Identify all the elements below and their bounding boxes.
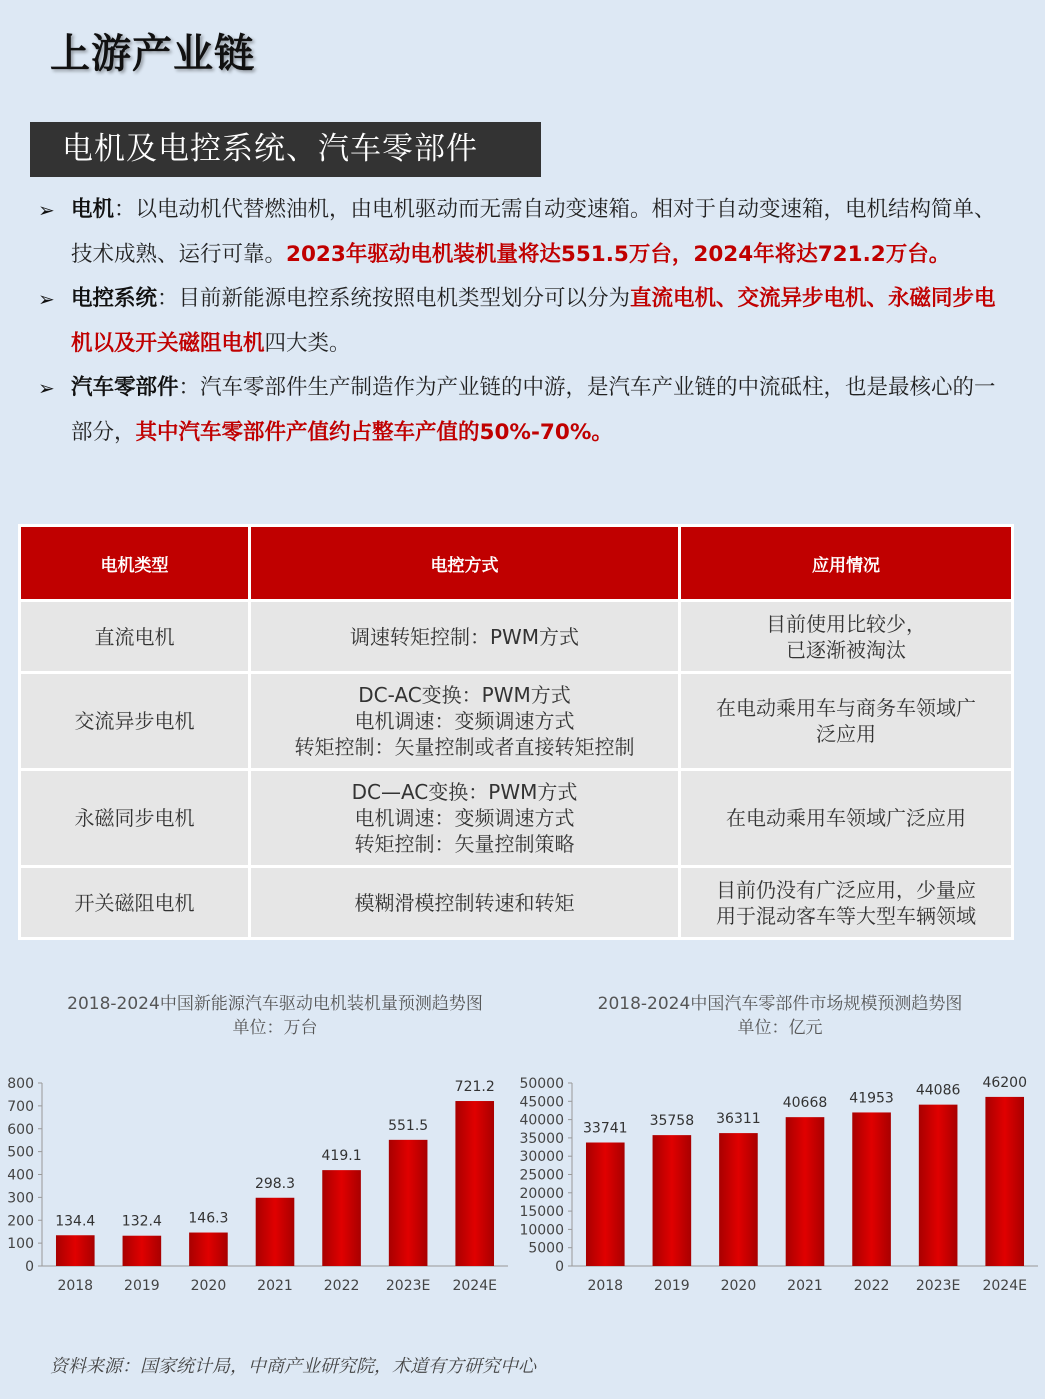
bar (455, 1101, 494, 1266)
bar-value-label: 132.4 (121, 1213, 162, 1230)
bar (786, 1117, 825, 1266)
y-tick-label: 40000 (519, 1112, 564, 1129)
bar (985, 1097, 1024, 1266)
x-tick-label: 2023E (915, 1278, 961, 1294)
x-tick-label: 2018 (57, 1278, 94, 1294)
motor-installation-bar-chart (0, 1060, 510, 1310)
control-method-cell (250, 867, 680, 939)
application-cell (680, 867, 1013, 939)
bullet-text: 四大类。 (264, 330, 351, 356)
motor-type-cell: 直流电机 (20, 601, 250, 673)
y-tick-label: 45000 (519, 1094, 564, 1111)
bullet-list (38, 188, 998, 455)
application-line: 在电动乘用车与商务车领域广 (716, 696, 976, 720)
control-method-cell (250, 770, 680, 867)
table-row (20, 673, 1013, 770)
bar (586, 1143, 625, 1266)
application-cell (680, 770, 1013, 867)
y-tick-label: 300 (7, 1190, 34, 1207)
bar (256, 1198, 295, 1266)
bar (852, 1112, 891, 1266)
y-tick-label: 10000 (519, 1222, 564, 1239)
bar-value-label: 44086 (915, 1082, 961, 1099)
application-line: 泛应用 (816, 722, 876, 746)
y-tick-label: 5000 (528, 1240, 564, 1257)
x-tick-label: 2023E (385, 1278, 431, 1294)
x-tick-label: 2019 (124, 1278, 160, 1294)
bar-value-label: 134.4 (55, 1213, 96, 1230)
table-row (20, 770, 1013, 867)
control-method-line: DC-AC变换：PWM方式 (358, 683, 571, 707)
x-tick-label: 2019 (654, 1278, 690, 1294)
y-tick-label: 0 (555, 1259, 564, 1275)
bullet-item (38, 277, 998, 366)
source-note: 资料来源：国家统计局，中商产业研究院，术道有方研究中心 (50, 1356, 536, 1377)
x-tick-label: 2022 (853, 1278, 890, 1294)
x-tick-label: 2020 (720, 1278, 757, 1294)
bar (389, 1140, 428, 1266)
x-tick-label: 2022 (323, 1278, 360, 1294)
bullet-highlight-text: 2023年驱动电机装机量将达551.5万台，2024年将达721.2万台。 (286, 241, 951, 267)
bar (653, 1135, 692, 1266)
bar (322, 1170, 361, 1266)
bullet-text: ：汽车零部件生产制造作为产业链的中游，是汽车产业链的中流砥柱，也是最核心的一部分， (71, 375, 996, 445)
bullet-label: 电机 (71, 197, 115, 222)
control-method-line: DC—AC变换：PWM方式 (351, 780, 578, 804)
arrow-bullet-icon: ➢ (38, 198, 55, 222)
motor-control-table (18, 524, 1014, 940)
bar-value-label: 36311 (716, 1111, 761, 1128)
application-cell (680, 673, 1013, 770)
table-row (20, 601, 1013, 673)
control-method-line: 模糊滑模控制转速和转矩 (354, 890, 575, 915)
bullet-text: ：以电动机代替燃油机，由电机驱动而无需自动变速箱。相对于自动变速箱，电机结构简单、技术成熟、运行可靠。 (71, 197, 996, 267)
y-tick-label: 25000 (519, 1167, 564, 1184)
chart-2-title: 2018-2024中国汽车零部件市场规模预测趋势图 (597, 994, 963, 1014)
bar-value-label: 46200 (982, 1074, 1027, 1091)
y-tick-label: 50000 (519, 1076, 564, 1092)
application-cell (680, 601, 1013, 673)
bar-value-label: 721.2 (454, 1079, 495, 1096)
arrow-bullet-icon: ➢ (38, 376, 55, 400)
application-line: 目前仍没有广泛应用，少量应 (716, 877, 976, 902)
bar (123, 1236, 162, 1266)
application-line: 用于混动客车等大型车辆领域 (716, 903, 976, 928)
y-tick-label: 30000 (519, 1149, 564, 1166)
application-line: 在电动乘用车领域广泛应用 (726, 806, 966, 830)
bar (189, 1233, 228, 1266)
bar-value-label: 419.1 (321, 1148, 362, 1165)
control-method-line: 转矩控制：矢量控制策略 (354, 832, 575, 856)
y-tick-label: 800 (7, 1076, 34, 1092)
y-tick-label: 200 (7, 1213, 34, 1230)
bar-value-label: 40668 (782, 1095, 828, 1112)
auto-parts-market-bar-chart (510, 1060, 1040, 1310)
chart-2-title-block (570, 992, 990, 1040)
table-row (20, 867, 1013, 939)
bullet-label: 汽车零部件 (71, 375, 179, 400)
chart-1-title: 2018-2024中国新能源汽车驱动电机装机量预测趋势图 (67, 994, 483, 1014)
control-method-line: 转矩控制：矢量控制或者直接转矩控制 (294, 735, 635, 759)
x-tick-label: 2021 (257, 1278, 293, 1294)
bar-value-label: 35758 (649, 1113, 695, 1130)
section-banner: 电机及电控系统、汽车零部件 (30, 122, 541, 177)
y-tick-label: 700 (7, 1098, 34, 1115)
bar-value-label: 33741 (583, 1120, 628, 1137)
table-header-motor-type: 电机类型 (20, 526, 250, 601)
motor-type-cell: 永磁同步电机 (20, 770, 250, 867)
x-tick-label: 2024E (982, 1278, 1027, 1294)
bullet-label: 电控系统 (71, 286, 158, 311)
bar-value-label: 298.3 (254, 1175, 296, 1192)
control-method-cell (250, 601, 680, 673)
y-tick-label: 20000 (519, 1185, 564, 1202)
y-tick-label: 35000 (519, 1130, 564, 1147)
table-header-control-method: 电控方式 (250, 526, 680, 601)
chart-1-unit: 单位：万台 (232, 1018, 318, 1038)
application-line: 目前使用比较少， (766, 611, 926, 636)
bullet-highlight-text: 其中汽车零部件产值约占整车产值的50%-70%。 (135, 419, 613, 445)
y-tick-label: 400 (7, 1167, 34, 1184)
bullet-item (38, 188, 998, 277)
bar (56, 1235, 95, 1266)
chart-1-title-block (40, 992, 510, 1040)
control-method-cell (250, 673, 680, 770)
bar-value-label: 146.3 (188, 1210, 229, 1227)
control-method-line: 电机调速：变频调速方式 (354, 806, 575, 830)
application-line: 已逐渐被淘汰 (786, 637, 906, 662)
y-tick-label: 100 (7, 1236, 34, 1253)
y-tick-label: 600 (7, 1121, 34, 1138)
x-tick-label: 2018 (587, 1278, 624, 1294)
page-title: 上游产业链 (50, 30, 255, 77)
y-tick-label: 0 (25, 1259, 34, 1275)
motor-type-cell: 交流异步电机 (20, 673, 250, 770)
bar-value-label: 551.5 (388, 1117, 429, 1134)
y-tick-label: 15000 (519, 1204, 564, 1221)
chart-2-unit: 单位：亿元 (737, 1018, 823, 1038)
motor-type-cell: 开关磁阻电机 (20, 867, 250, 939)
x-tick-label: 2021 (787, 1278, 823, 1294)
table-header-application: 应用情况 (680, 526, 1013, 601)
bar (719, 1133, 758, 1266)
control-method-line: 调速转矩控制：PWM方式 (349, 624, 580, 649)
bullet-highlight-text: 直流电机、交流异步电机、永磁同步电机以及开关磁阻电机 (71, 286, 996, 356)
x-tick-label: 2024E (452, 1278, 497, 1294)
control-method-line: 电机调速：变频调速方式 (354, 709, 575, 733)
x-tick-label: 2020 (190, 1278, 227, 1294)
bar-value-label: 41953 (849, 1090, 894, 1107)
bar (919, 1105, 958, 1266)
bullet-item (38, 366, 998, 455)
table-header-row (20, 526, 1013, 601)
arrow-bullet-icon: ➢ (38, 287, 55, 311)
y-tick-label: 500 (7, 1144, 34, 1161)
bullet-text: ：目前新能源电控系统按照电机类型划分可以分为 (157, 286, 631, 311)
